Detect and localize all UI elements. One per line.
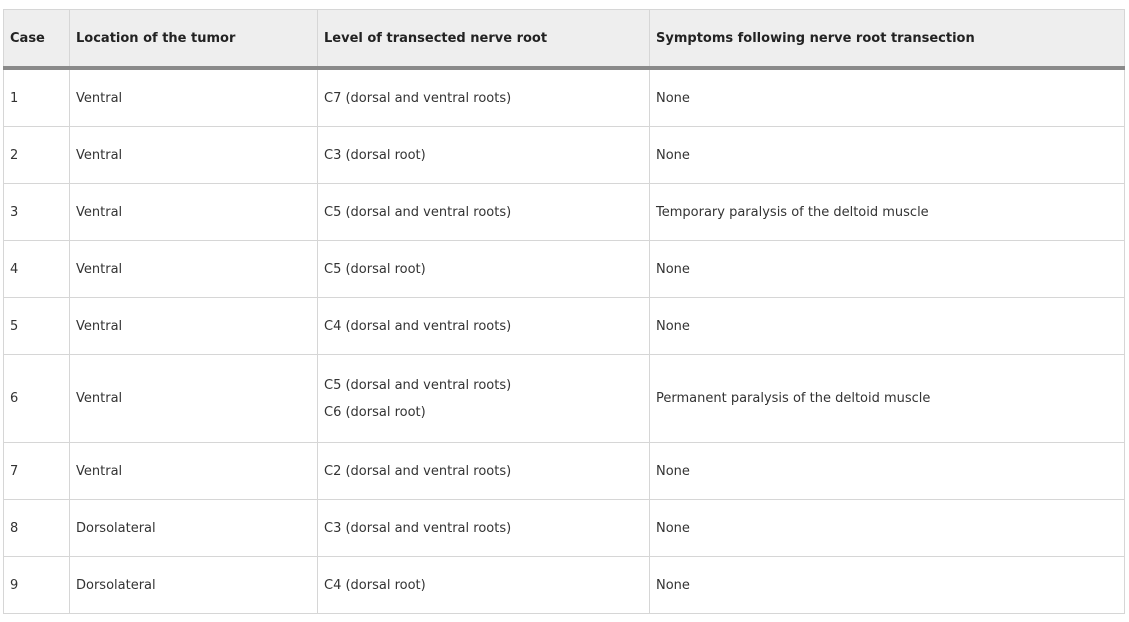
table-row — [4, 500, 1125, 557]
level-line: C4 (dorsal and ventral roots) — [324, 318, 512, 334]
symptoms-cell: Permanent paralysis of the deltoid muscle — [650, 355, 1125, 443]
location-cell: Ventral — [70, 68, 318, 127]
header-level: Level of transected nerve root — [318, 10, 650, 69]
location-cell: Ventral — [70, 298, 318, 355]
table-row — [4, 298, 1125, 355]
level-cell — [318, 298, 650, 355]
level-cell — [318, 68, 650, 127]
header-location: Location of the tumor — [70, 10, 318, 69]
symptoms-cell: None — [650, 68, 1125, 127]
level-cell — [318, 355, 650, 443]
symptoms-cell: None — [650, 500, 1125, 557]
location-cell: Ventral — [70, 443, 318, 500]
table-body — [4, 68, 1125, 614]
location-cell: Ventral — [70, 241, 318, 298]
symptoms-cell: None — [650, 298, 1125, 355]
table-row — [4, 68, 1125, 127]
table-row — [4, 241, 1125, 298]
nerve-root-table-container — [3, 9, 1124, 614]
level-line: C5 (dorsal and ventral roots) — [324, 204, 512, 220]
level-cell — [318, 184, 650, 241]
level-line: C5 (dorsal and ventral roots) — [324, 377, 512, 393]
case-cell: 6 — [4, 355, 70, 443]
level-cell — [318, 127, 650, 184]
case-cell: 5 — [4, 298, 70, 355]
location-cell: Dorsolateral — [70, 557, 318, 614]
location-cell: Dorsolateral — [70, 500, 318, 557]
level-cell — [318, 557, 650, 614]
symptoms-cell: None — [650, 127, 1125, 184]
case-cell: 1 — [4, 68, 70, 127]
table-row — [4, 443, 1125, 500]
location-cell: Ventral — [70, 355, 318, 443]
level-cell — [318, 500, 650, 557]
case-cell: 7 — [4, 443, 70, 500]
level-line: C7 (dorsal and ventral roots) — [324, 90, 512, 106]
case-cell: 3 — [4, 184, 70, 241]
location-cell: Ventral — [70, 127, 318, 184]
case-cell: 8 — [4, 500, 70, 557]
level-cell — [318, 241, 650, 298]
level-line: C3 (dorsal and ventral roots) — [324, 520, 512, 536]
level-cell — [318, 443, 650, 500]
table-row — [4, 127, 1125, 184]
case-cell: 2 — [4, 127, 70, 184]
level-line: C3 (dorsal root) — [324, 147, 426, 163]
table-row — [4, 184, 1125, 241]
header-case: Case — [4, 10, 70, 69]
level-line: C6 (dorsal root) — [324, 404, 426, 420]
header-symptoms: Symptoms following nerve root transection — [650, 10, 1125, 69]
table-row — [4, 355, 1125, 443]
level-line: C2 (dorsal and ventral roots) — [324, 463, 512, 479]
header-row — [4, 10, 1125, 69]
level-line: C5 (dorsal root) — [324, 261, 426, 277]
symptoms-cell: None — [650, 241, 1125, 298]
symptoms-cell: Temporary paralysis of the deltoid muscle — [650, 184, 1125, 241]
location-cell: Ventral — [70, 184, 318, 241]
symptoms-cell: None — [650, 557, 1125, 614]
case-cell: 9 — [4, 557, 70, 614]
level-line: C4 (dorsal root) — [324, 577, 426, 593]
nerve-root-transection-table — [3, 9, 1125, 614]
table-row — [4, 557, 1125, 614]
case-cell: 4 — [4, 241, 70, 298]
table-header — [4, 10, 1125, 69]
symptoms-cell: None — [650, 443, 1125, 500]
